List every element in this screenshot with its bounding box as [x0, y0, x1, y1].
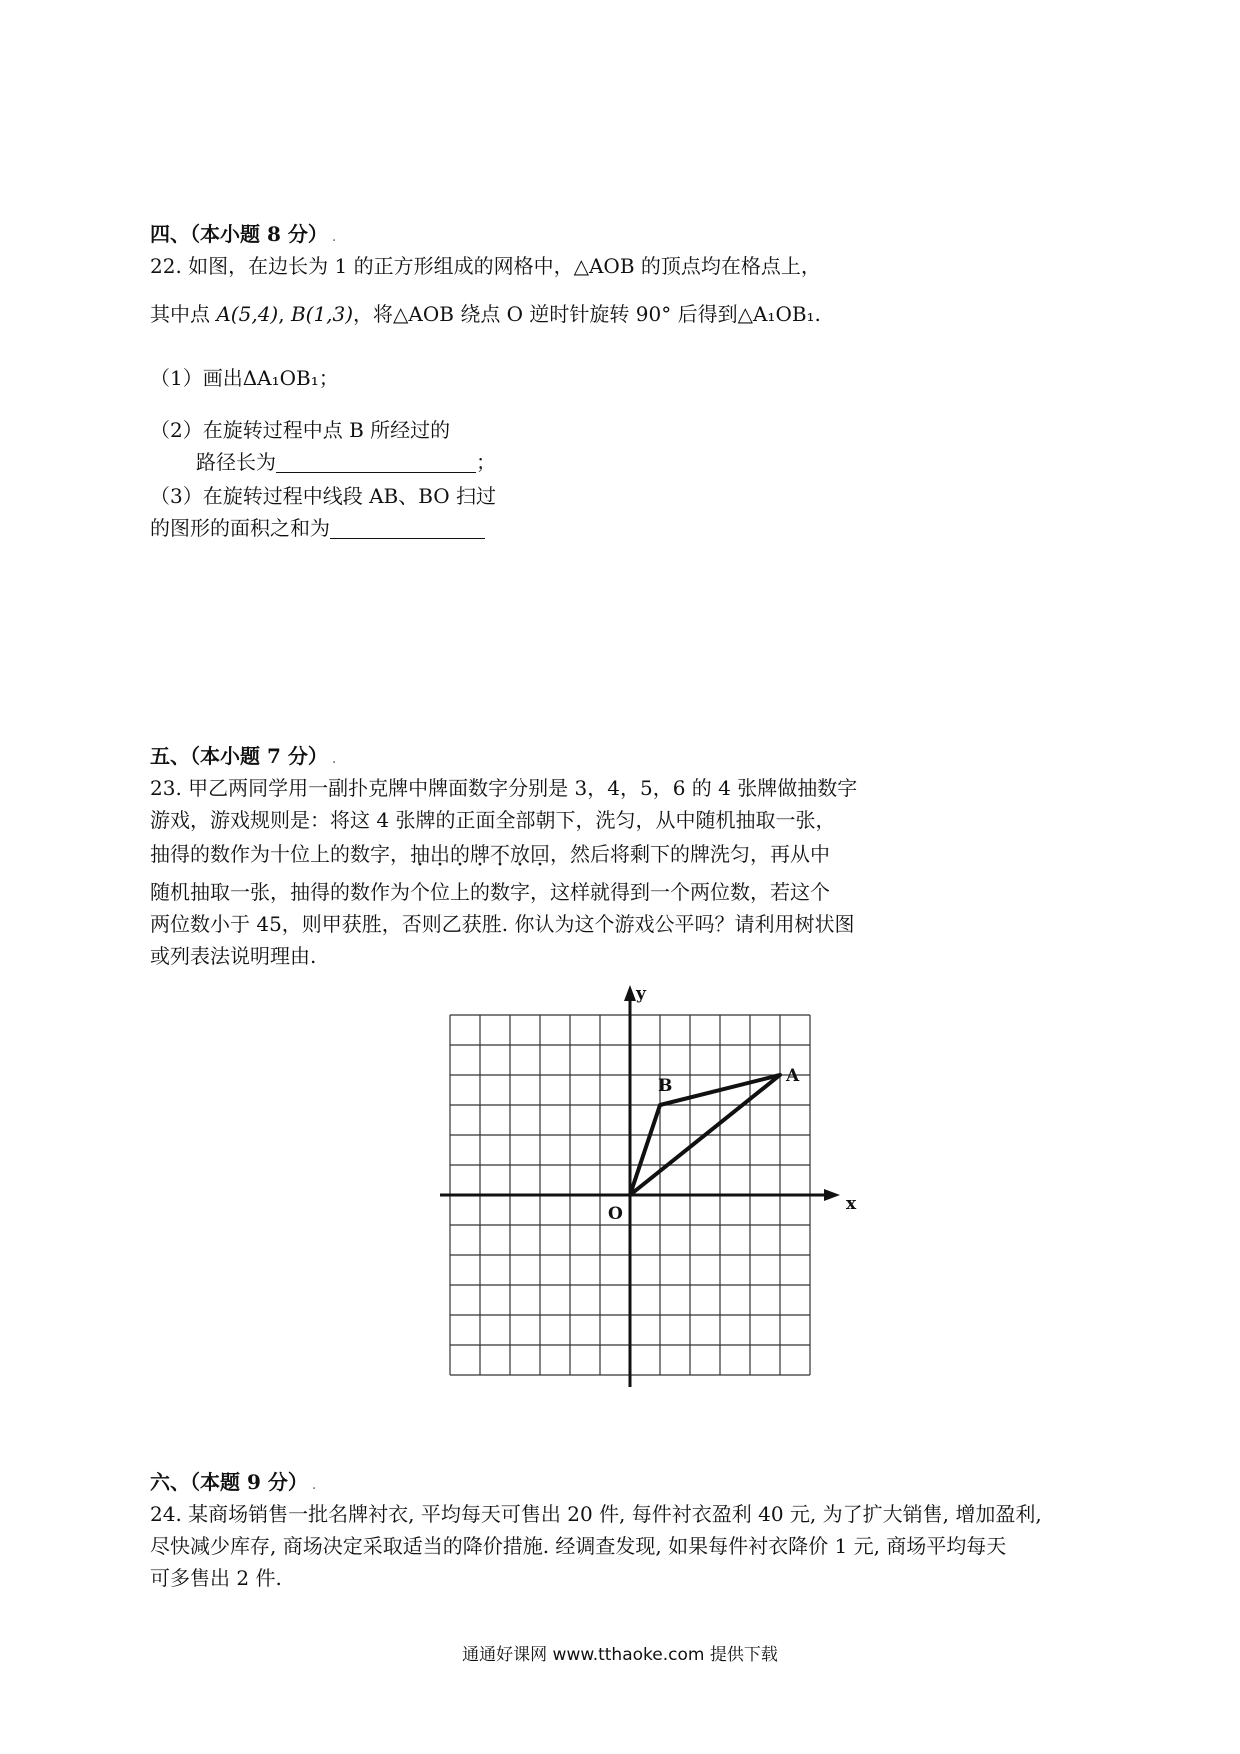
emphasis-char: 出	[430, 842, 450, 866]
q23-line3-a: 抽得的数作为十位上的数字，	[150, 842, 410, 866]
section4-heading-text: 四、（本小题 8 分）	[150, 222, 328, 246]
q22-part2-end: ；	[476, 450, 496, 474]
emphasis-char: 放	[510, 842, 530, 866]
answer-blank-path-length[interactable]	[276, 450, 476, 473]
emphasis-char: 回	[530, 842, 550, 866]
q22-part3-label: 的图形的面积之和为	[150, 516, 330, 540]
emphasis-char: 牌	[470, 842, 490, 866]
q24-line3: 可多售出 2 件.	[150, 1566, 282, 1590]
emphasis-char: 抽	[410, 842, 430, 866]
label-x: x	[846, 1194, 857, 1214]
label-y: y	[636, 984, 646, 1004]
q24-line1: 24. 某商场销售一批名牌衬衣, 平均每天可售出 20 件, 每件衬衣盈利 40 元, 为了扩大销售, 增加盈利,	[150, 1502, 1042, 1526]
q23-emphasis-no-replacement	[410, 842, 550, 866]
section6-heading: 六、（本题 9 分） .	[150, 1470, 317, 1494]
q23-line4: 随机抽取一张，抽得的数作为个位上的数字，这样就得到一个两位数，若这个	[150, 880, 830, 904]
coordinate-grid-figure	[430, 975, 860, 1405]
section5-heading-text: 五、（本小题 7 分）	[150, 744, 328, 768]
label-b: B	[658, 1076, 673, 1096]
q22-line2: 其中点 A(5,4), B(1,3)，将△AOB 绕点 O 逆时针旋转 90° 后得到△A₁OB₁.	[150, 302, 821, 326]
q23-line3-c: ，然后将剩下的牌洗匀，再从中	[550, 842, 830, 866]
section5-heading: 五、（本小题 7 分） .	[150, 744, 337, 768]
q23-line5: 两位数小于 45，则甲获胜，否则乙获胜. 你认为这个游戏公平吗？请利用树状图	[150, 912, 855, 936]
q23-line1: 23. 甲乙两同学用一副扑克牌中牌面数字分别是 3，4，5，6 的 4 张牌做抽数字	[150, 776, 858, 800]
q22-line2-pre: 其中点	[150, 302, 217, 326]
q22-part2-line1: （2）在旋转过程中点 B 所经过的	[150, 418, 451, 442]
section6-heading-text: 六、（本题 9 分）	[150, 1470, 308, 1494]
point-b-coord: B(1,3)	[290, 302, 354, 326]
q23-line6: 或列表法说明理由.	[150, 944, 317, 968]
emphasis-char: 的	[450, 842, 470, 866]
q22-line2-post: ，将△AOB 绕点 O 逆时针旋转 90° 后得到△A₁OB₁.	[353, 302, 821, 326]
label-a: A	[786, 1066, 800, 1086]
point-a-coord: A(5,4)	[216, 302, 279, 326]
q22-part2-line2	[196, 448, 496, 476]
q22-part1: （1）画出ΔA₁OB₁；	[150, 366, 339, 390]
q22-part3-line1: （3）在旋转过程中线段 AB、BO 扫过	[150, 484, 497, 508]
label-origin: O	[608, 1204, 623, 1224]
q22-line1: 22. 如图，在边长为 1 的正方形组成的网格中，△AOB 的顶点均在格点上，	[150, 254, 821, 278]
footer-source: 通通好课网 www.tthaoke.com 提供下载	[462, 1645, 778, 1665]
q22-part3-line2	[150, 514, 485, 542]
answer-blank-area-sum[interactable]	[330, 516, 485, 539]
q24-line2: 尽快减少库存, 商场决定采取适当的降价措施. 经调查发现, 如果每件衬衣降价 1 元, 商场平均每天	[150, 1534, 1007, 1558]
y-axis-arrow-icon	[624, 985, 636, 1001]
section4-heading: 四、（本小题 8 分） .	[150, 222, 337, 246]
figure-labels	[608, 984, 857, 1224]
x-axis-arrow-icon	[824, 1189, 840, 1201]
emphasis-char: 不	[490, 842, 510, 866]
q23-line2: 游戏，游戏规则是：将这 4 张牌的正面全部朝下，洗匀，从中随机抽取一张，	[150, 808, 836, 832]
q23-line3	[150, 840, 830, 868]
q22-part2-label: 路径长为	[196, 450, 276, 474]
